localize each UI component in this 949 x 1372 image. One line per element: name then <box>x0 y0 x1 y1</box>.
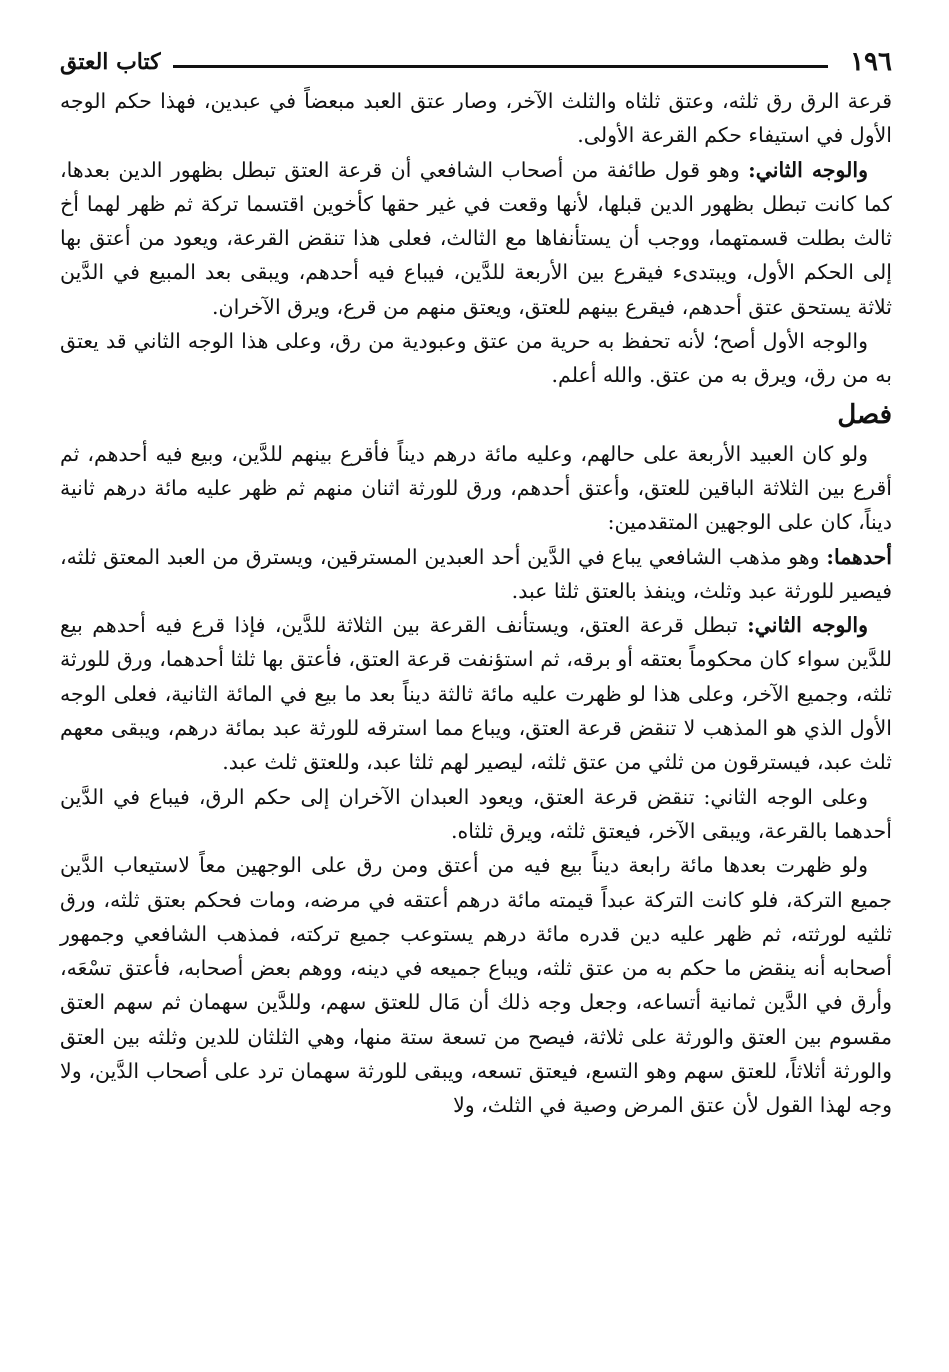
paragraph-lead: أحدهما: <box>826 544 892 569</box>
paragraph-text: ولو كان العبيد الأربعة على حالهم، وعليه مائة درهم ديناً فأقرع بينهم للدَّين، وبيع فيه أحدهم، ثم أقرع بين الثلاثة الباقين للعتق، وأعتق أحدهم، ورق للورثة اثنان منهم ثم ظهر عليه مائة درهم ثانية ديناً، كان على الوجهين المتقدمين: <box>60 441 892 535</box>
paragraph-text: ولو ظهرت بعدها مائة رابعة ديناً بيع فيه من أعتق ومن رق على الوجهين معاً لاستيعاب الدَّين جميع التركة، فلو كانت التركة عبداً قيمته مائة درهم أعتقه في مرضه، ومات فحكم بعتق ثلثه، ورق ثلثيه لورثته، ثم ظهر عليه دين قدره مائة درهم يستوعب جميع تركته، فمذهب الشافعي وجمهور أصحابه أنه ينقض ما حكم به من عتق ثلثه، ويباع جميعه في دينه، ووهم بعض أصحابه، فأعتق تسْعَه، وأرق في الدَّين ثمانية أتساعه، وجعل وجه ذلك أن مَال للعتق سهم، وللدَّين سهمان ثم سهم العتق مقسوم بين العتق والورثة على ثلاثة، فيصح من تسعة ستة منها، وهي الثلثان للدين وثلثه بين العتق والورثة أثلاثاً، للعتق سهم وهو التسع، فيعتق تسعه، ويبقى للورثة سهمان ترد على أصحاب الدَّين، ولا وجه لهذا القول لأن عتق المرض وصية في الثلث، ولا <box>60 853 892 1118</box>
section-heading: فصل <box>837 399 892 430</box>
page-number: ١٩٦ <box>850 47 892 77</box>
page-body <box>60 84 892 1123</box>
paragraph-lead: والوجه الثاني: <box>748 157 868 182</box>
paragraph-text: وهو قول طائفة من أصحاب الشافعي أن قرعة العتق تبطل بظهور الدين بعدها، كما كانت تبطل بظهور الدين قبلها، لأنها وقعت في غير حقها كأخوين اقتسما تركة ثم ظهر لهما أخ ثالث بطلت قسمتهما، ووجب أن يستأنفاها مع الثالث، فعلى هذا تنقض القرعة، ويعود من أعتق بها إلى الحكم الأول، ويبتدىء فيقرع بين الأربعة للدَّين، فيباع فيه أحدهم، ويبقى بعد المبيع في الدَّين ثلاثة يستحق عتق أحدهم، فيقرع بينهم للعتق، ويعتق منهم من قرع، ويرق الآخران. <box>60 157 892 319</box>
paragraph <box>60 780 892 849</box>
paragraph <box>60 153 892 324</box>
page-header <box>60 40 892 84</box>
paragraph <box>60 608 892 779</box>
paragraph <box>60 324 892 393</box>
paragraph <box>60 540 892 609</box>
paragraph-text: تبطل قرعة العتق، ويستأنف القرعة بين الثلاثة للدَّين، فإذا قرع فيه أحدهم بيع للدَّين سواء كان محكوماً بعتقه أو برقه، ثم استؤنفت قرعة العتق، فأعتق بها ثلثا أحدهما، ورق للورثة ثلثه، وجميع الآخر، وعلى هذا لو ظهرت عليه مائة ثالثة ديناً بعد ما بيع في المائة الثانية، فعلى الوجه الأول الذي هو المذهب لا تنقض قرعة العتق، ويباع مما استرقه للورثة عبد بمائة درهم، ويبقى معهم ثلث عبد، فيسترقون من ثلثي من عتق ثلثه، ليصير لهم ثلثا عبد، وللعتق ثلث عبد. <box>60 613 892 775</box>
paragraph-text: وهو مذهب الشافعي يباع في الدَّين أحد العبدين المسترقين، ويسترق من العبد المعتق ثلثه، فيصير للورثة عبد وثلث، وينفذ بالعتق ثلثا عبد. <box>60 544 892 603</box>
header-rule <box>173 65 828 68</box>
paragraph-lead: والوجه الثاني: <box>747 613 868 638</box>
book-page <box>60 40 892 1360</box>
paragraph-text: والوجه الأول أصح؛ لأنه تحفظ به حرية من عتق وعبودية من رق، وعلى هذا الوجه الثاني قد يعتق به من رق، ويرق به من عتق. والله أعلم. <box>60 329 892 388</box>
paragraph-text: قرعة الرق رق ثلثه، وعتق ثلثاه والثلث الآخر، وصار عتق العبد مبعضاً في عبدين، فهذا حكم الوجه الأول في استيفاء حكم القرعة الأولى. <box>60 89 892 148</box>
paragraph-text: وعلى الوجه الثاني: تنقض قرعة العتق، ويعود العبدان الآخران إلى حكم الرق، فيباع في الدَّين أحدهما بالقرعة، ويبقى الآخر، فيعتق ثلثه، ويرق ثلثاه. <box>60 784 892 843</box>
book-title: كتاب العتق <box>60 49 161 75</box>
paragraph <box>60 437 892 540</box>
paragraph <box>60 84 892 153</box>
paragraph <box>60 848 892 1122</box>
